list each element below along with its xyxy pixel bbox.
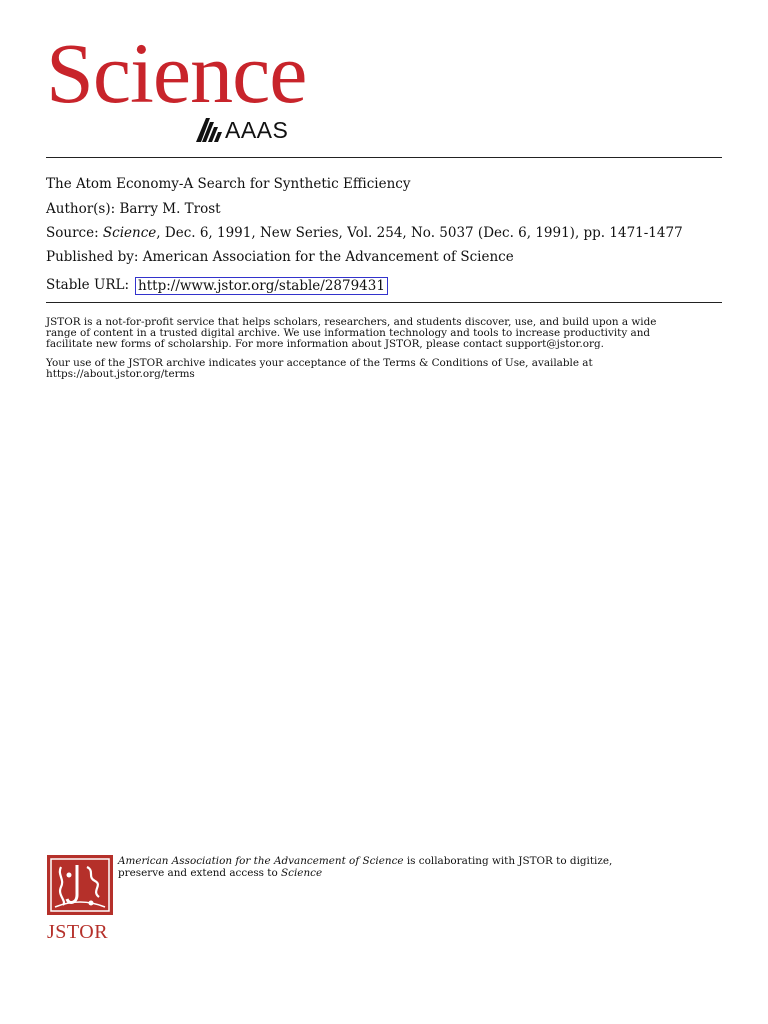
stable-url-link[interactable]: http://www.jstor.org/stable/2879431 xyxy=(135,277,388,296)
aaas-wordmark: AAAS xyxy=(225,116,289,143)
jstor-logo xyxy=(47,855,113,944)
article-publisher: Published by: American Association for the Advancement of Science xyxy=(46,249,514,266)
aaas-emblem-icon xyxy=(196,118,222,142)
aaas-logo xyxy=(196,118,288,142)
jstor-mission-notice: JSTOR is a not-for-profit service that helps scholars, researchers, and students discover, use, and build upon a wide range of content in a trusted digital archive. We use information technology and tools to increase productivity and facilitate new forms of scholarship. For more information about JSTOR, please contact support@jstor.org. xyxy=(46,316,657,350)
article-stable-url: Stable URL: http://www.jstor.org/stable/2879431 xyxy=(46,270,683,302)
publisher-name: American Association for the Advancement of Science xyxy=(118,855,404,867)
source-journal: Science xyxy=(102,225,157,242)
terms-notice: Your use of the JSTOR archive indicates your acceptance of the Terms & Conditions of Use, available at https://about.jstor.org/terms xyxy=(46,357,593,380)
header-divider xyxy=(46,157,722,158)
article-authors: Author(s): Barry M. Trost xyxy=(46,201,221,218)
metadata-divider xyxy=(46,302,722,303)
article-title: The Atom Economy-A Search for Synthetic Efficiency xyxy=(46,176,411,193)
jstor-wordmark: JSTOR xyxy=(47,921,109,943)
collaboration-statement: American Association for the Advancement of Science is collaborating with JSTOR to digitize, preserve and extend access to Science xyxy=(118,855,613,879)
journal-name: Science xyxy=(281,867,323,879)
article-source: Source: Science , Dec. 6, 1991, New Series, Vol. 254, No. 5037 (Dec. 6, 1991), pp. 1471-1477 xyxy=(46,225,683,242)
science-logo: Science xyxy=(46,25,307,121)
jstor-emblem-icon xyxy=(47,855,113,915)
article-metadata xyxy=(46,172,683,302)
